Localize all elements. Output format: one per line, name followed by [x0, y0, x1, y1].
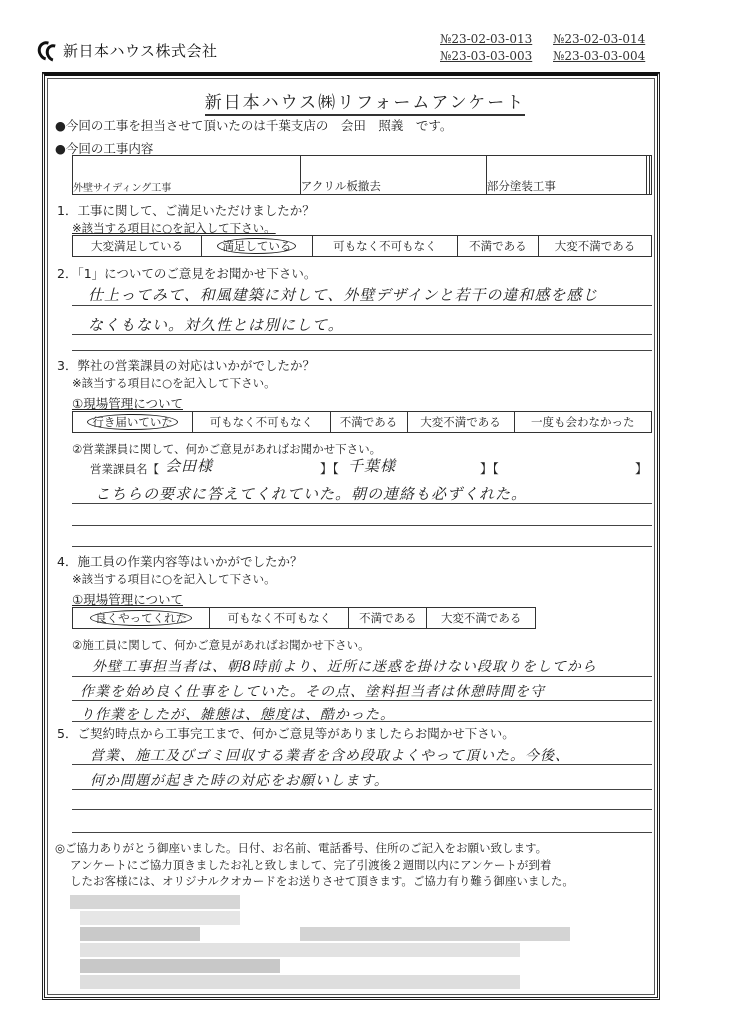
q3-answer-line: こちらの要求に答えてくれていた。朝の連絡も必ずくれた。	[95, 485, 528, 503]
q1-question: 1．工事に関して、ご満足いただけましたか？	[57, 203, 315, 218]
work-content-label: ●今回の工事内容	[55, 141, 154, 156]
footer-note-line: したお客様には、オリジナルクオカードをお送りさせて頂きます。ご協力有り難う御座いました。	[70, 874, 574, 888]
q2-answer-line: なくもない。対久性とは別にして。	[88, 316, 344, 334]
q3-option[interactable]: 不満である	[330, 412, 407, 433]
q3-instruction: ※該当する項目に○を記入して下さい。	[72, 376, 276, 390]
q3-option[interactable]: 可もなく不可もなく	[193, 412, 330, 433]
work-item: 外壁サイディング工事	[73, 156, 301, 195]
q1-option[interactable]: 不満である	[457, 236, 538, 257]
q4-question: 4．施工員の作業内容等はいかがでしたか？	[57, 554, 303, 569]
bracket: 】【	[320, 461, 339, 476]
q4-options	[72, 607, 536, 629]
document-numbers	[0, 0, 730, 70]
doc-number: №23-03-03-004	[553, 49, 646, 63]
intro-line: ●今回の工事を担当させて頂いたのは千葉支店の 会田 照義 です。	[55, 118, 453, 133]
form-title: 新日本ハウス㈱リフォームアンケート	[0, 88, 730, 113]
doc-number: №23-03-03-003	[440, 49, 533, 63]
q3-option-selected[interactable]: 行き届いていた	[73, 412, 193, 433]
q2-question: 2．「1」についてのご意見をお聞かせ下さい。	[57, 266, 317, 281]
q4-option[interactable]: 大変不満である	[427, 608, 536, 629]
q5-answer-line: 何か問題が起きた時の対応をお願いします。	[90, 773, 389, 789]
staff-name: 会田様	[165, 457, 214, 475]
q1-option[interactable]: 大変満足している	[73, 236, 202, 257]
q4-answer-line: り作業をしたが、雑態は、態度は、酷かった。	[80, 707, 395, 723]
q3-sub1-label: ①現場管理について	[72, 396, 183, 411]
q1-instruction: ※該当する項目に○を記入して下さい。	[72, 221, 276, 235]
bracket: 】【	[480, 461, 499, 476]
q1-option[interactable]: 大変不満である	[538, 236, 651, 257]
doc-number: №23-02-03-014	[553, 32, 646, 46]
redacted-personal-info	[60, 885, 660, 995]
footer-note-line: ◎ご協力ありがとう御座いました。日付、お名前、電話番号、住所のご記入をお願い致します。	[55, 841, 548, 855]
q1-option[interactable]: 可もなく不可もなく	[312, 236, 457, 257]
q3-option[interactable]: 大変不満である	[407, 412, 514, 433]
staff-name: 千葉様	[348, 457, 397, 475]
q4-answer-line: 作業を始め良く仕事をしていた。その点、塗料担当者は休憩時間を守	[80, 684, 545, 700]
work-content-table	[72, 155, 652, 195]
q4-sub2-label: ②施工員に関して、何かご意見があればお聞かせ下さい。	[72, 638, 370, 652]
q3-options	[72, 411, 652, 433]
q3-option[interactable]: 一度も会わなかった	[514, 412, 651, 433]
q4-answer-line: 外壁工事担当者は、朝8時前より、近所に迷惑を掛けない段取りをしてから	[92, 659, 597, 675]
q4-option[interactable]: 可もなく不可もなく	[210, 608, 349, 629]
company-name: 新日本ハウス株式会社	[63, 42, 218, 60]
work-item	[649, 156, 651, 195]
q4-sub1-label: ①現場管理について	[72, 592, 183, 607]
q2-answer-line: 仕上ってみて、和風建築に対して、外壁デザインと若干の違和感を感じ	[88, 286, 599, 304]
q4-instruction: ※該当する項目に○を記入して下さい。	[72, 572, 276, 586]
q3-sub2-label: ②営業課員に関して、何かご意見があればお聞かせ下さい。	[72, 442, 382, 456]
q3-question: 3．弊社の営業課員の対応はいかがでしたか？	[57, 358, 315, 373]
work-item: アクリル板撤去	[300, 156, 486, 195]
q1-options	[72, 235, 652, 257]
staff-name-label: 営業課員名【	[90, 462, 159, 476]
q1-option-selected[interactable]: 満足している	[201, 236, 312, 257]
work-item: 部分塗装工事	[486, 156, 647, 195]
bracket: 】	[635, 461, 648, 476]
q5-answer-line: 営業、施工及びゴミ回収する業者を含め段取よくやって頂いた。今後、	[90, 748, 570, 764]
q5-question: 5．ご契約時点から工事完工まで、何かご意見等がありましたらお聞かせ下さい。	[57, 726, 515, 741]
q4-option[interactable]: 不満である	[349, 608, 427, 629]
footer-note-line: アンケートにご協力頂きましたお礼と致しまして、完了引渡後２週間以内にアンケートが到着	[70, 858, 552, 872]
q4-option-selected[interactable]: 良くやってくれた	[73, 608, 210, 629]
doc-number: №23-02-03-013	[440, 32, 533, 46]
